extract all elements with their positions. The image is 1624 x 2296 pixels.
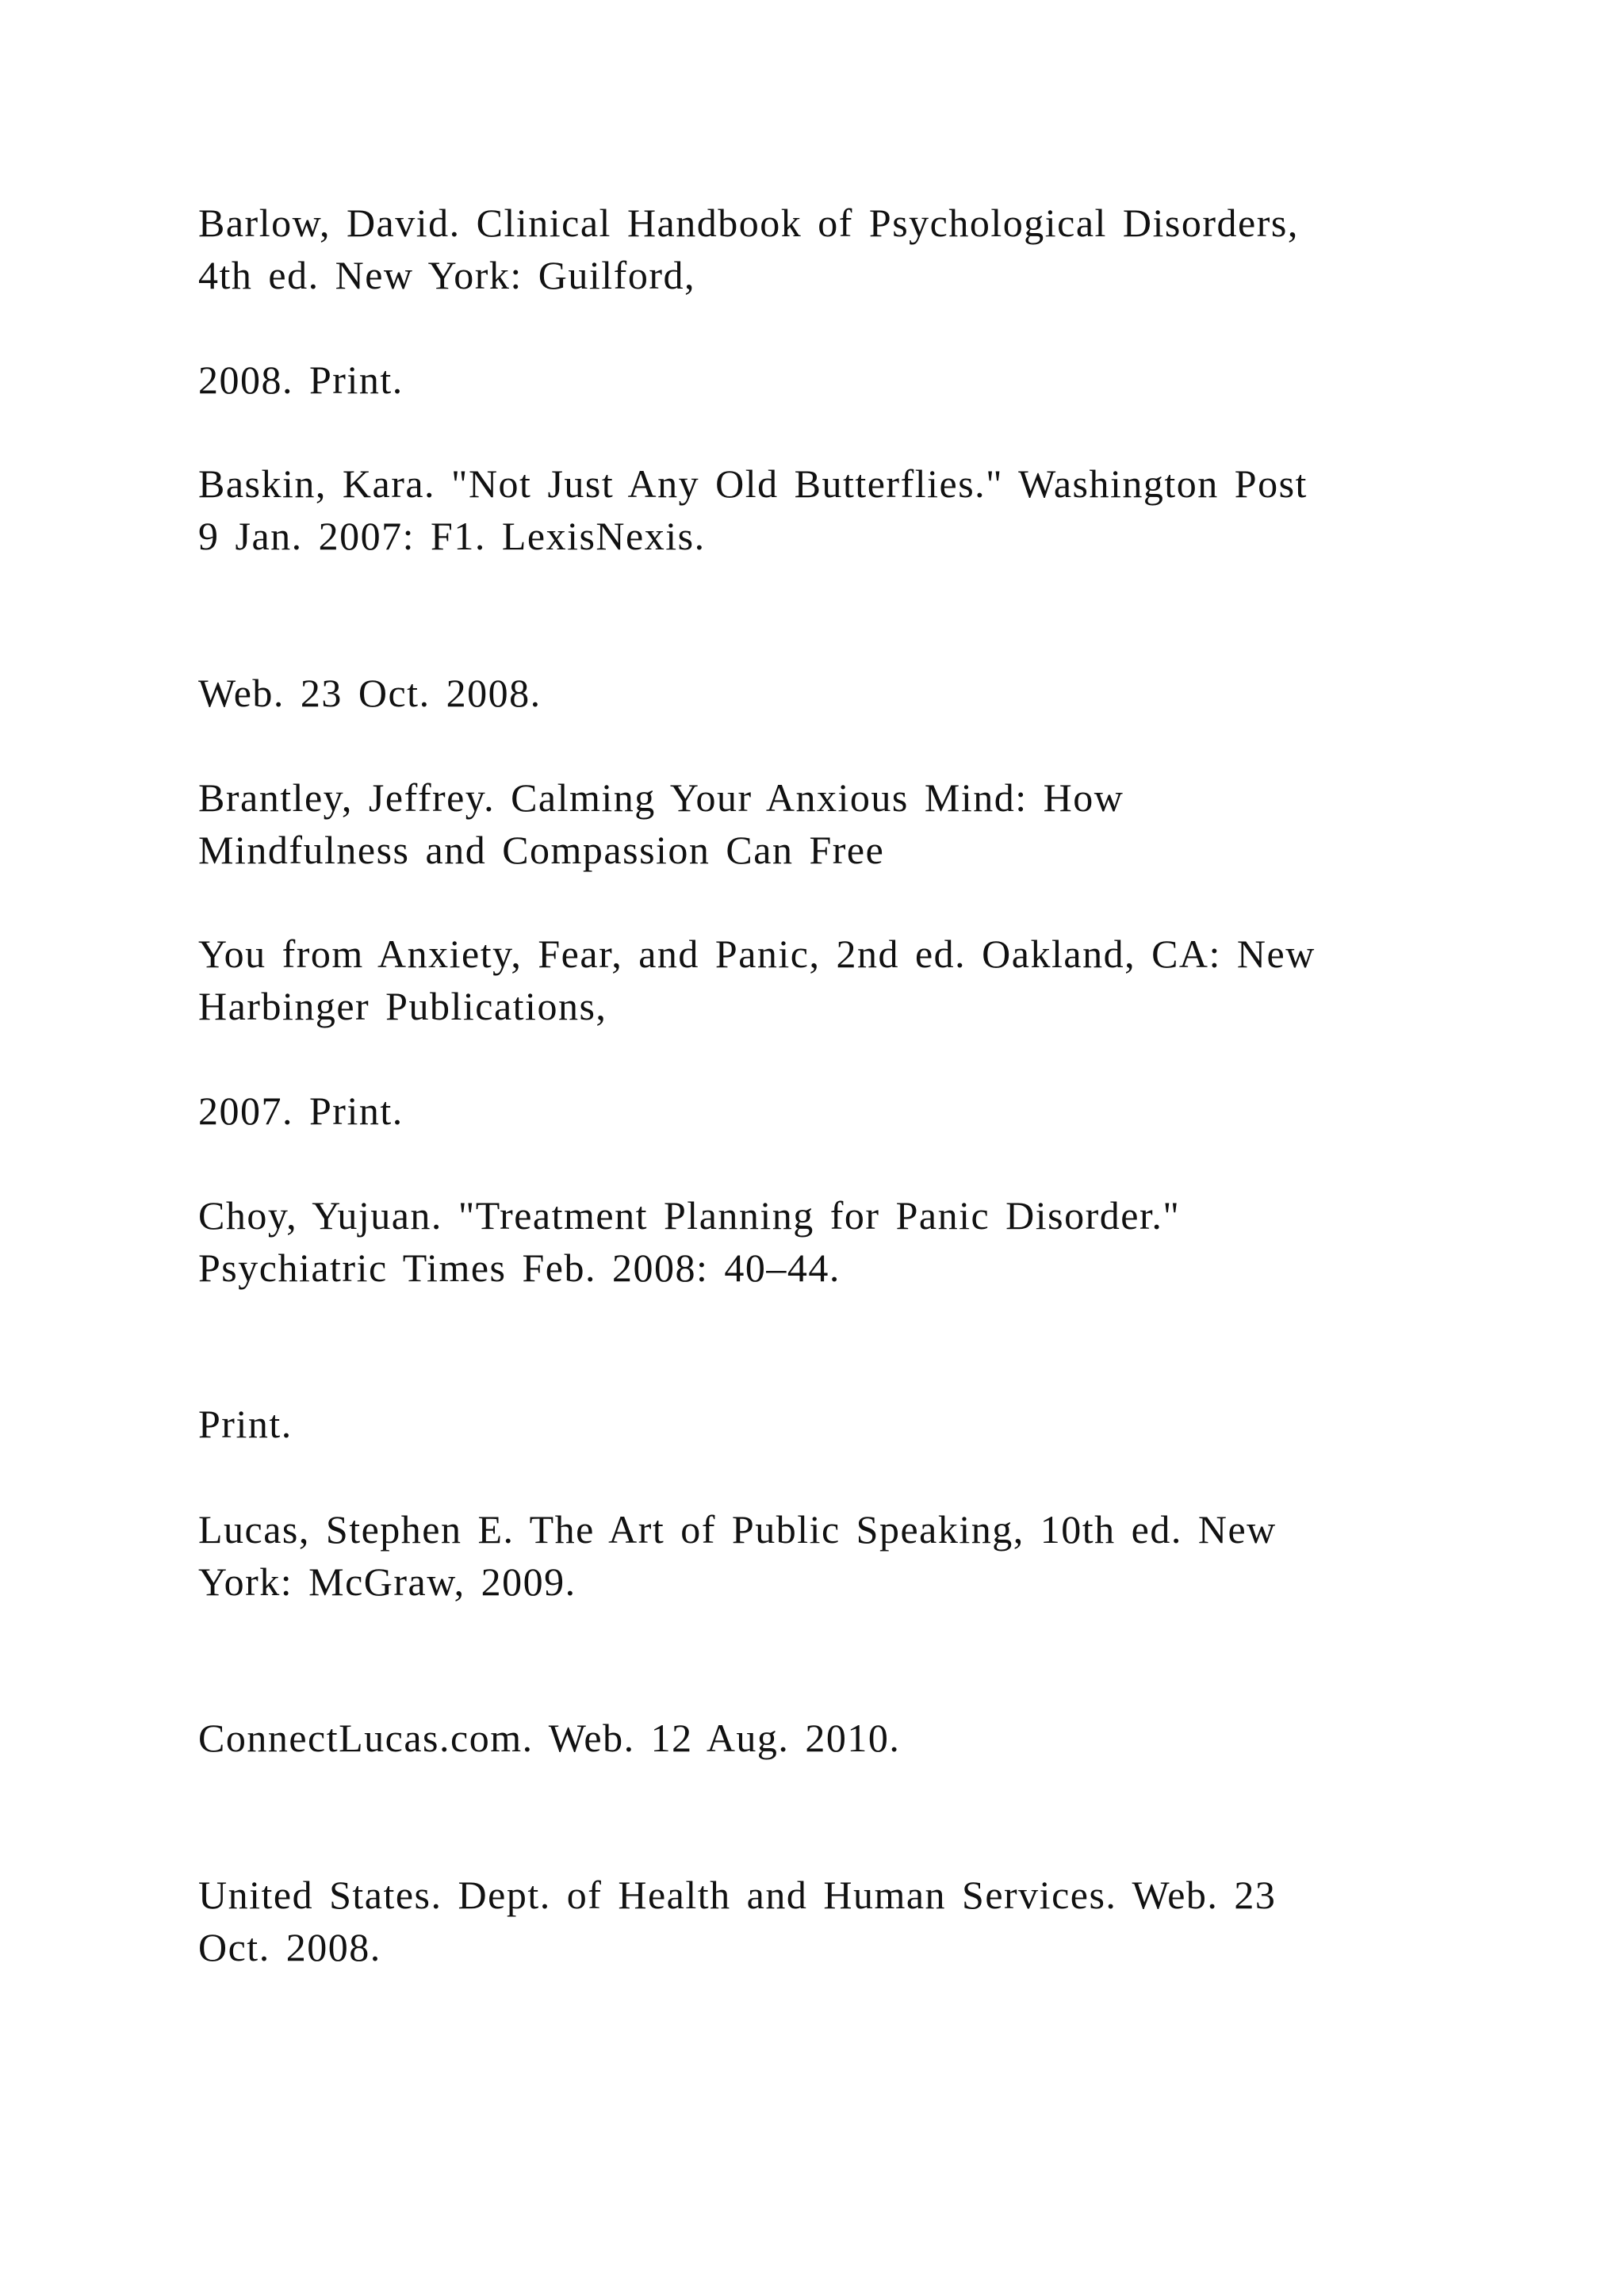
text-line: Psychiatric Times Feb. 2008: 40–44. xyxy=(198,1246,841,1290)
text-line: Lucas, Stephen E. The Art of Public Speaking, 10th ed. New xyxy=(198,1507,1277,1552)
text-line: Mindfulness and Compassion Can Free xyxy=(198,828,885,872)
text-line: You from Anxiety, Fear, and Panic, 2nd ed. Oakland, CA: New xyxy=(198,932,1316,976)
citation-brantley-cont xyxy=(198,928,1427,1032)
text-line: Baskin, Kara. "Not Just Any Old Butterflies." Washington Post xyxy=(198,461,1308,506)
text-line: Oct. 2008. xyxy=(198,1925,381,1969)
text-line: 9 Jan. 2007: F1. LexisNexis. xyxy=(198,514,706,558)
text-line: Print. xyxy=(198,1402,293,1446)
citation-brantley-year xyxy=(198,1085,1427,1137)
text-line: Web. 23 Oct. 2008. xyxy=(198,671,542,715)
citation-brantley xyxy=(198,771,1427,876)
citation-choy xyxy=(198,1189,1427,1294)
text-line: 2008. Print. xyxy=(198,358,404,402)
citation-choy-cont xyxy=(198,1398,1427,1450)
text-line: Choy, Yujuan. "Treatment Planning for Panic Disorder." xyxy=(198,1193,1181,1238)
text-line: ConnectLucas.com. Web. 12 Aug. 2010. xyxy=(198,1716,901,1760)
citation-barlow-cont xyxy=(198,354,1427,406)
text-line: York: McGraw, 2009. xyxy=(198,1559,576,1604)
citation-lucas-cont xyxy=(198,1712,1427,1764)
citation-baskin xyxy=(198,457,1427,562)
citation-hhs xyxy=(198,1869,1427,1973)
text-line: 4th ed. New York: Guilford, xyxy=(198,253,695,297)
citation-lucas xyxy=(198,1503,1427,1608)
text-line: Harbinger Publications, xyxy=(198,984,607,1028)
text-line: Barlow, David. Clinical Handbook of Psychological Disorders, xyxy=(198,201,1299,245)
text-line: 2007. Print. xyxy=(198,1089,404,1133)
citation-barlow xyxy=(198,197,1427,301)
text-line: Brantley, Jeffrey. Calming Your Anxious Mind: How xyxy=(198,775,1124,820)
citation-baskin-cont xyxy=(198,667,1427,719)
text-line: United States. Dept. of Health and Human Services. Web. 23 xyxy=(198,1873,1277,1917)
